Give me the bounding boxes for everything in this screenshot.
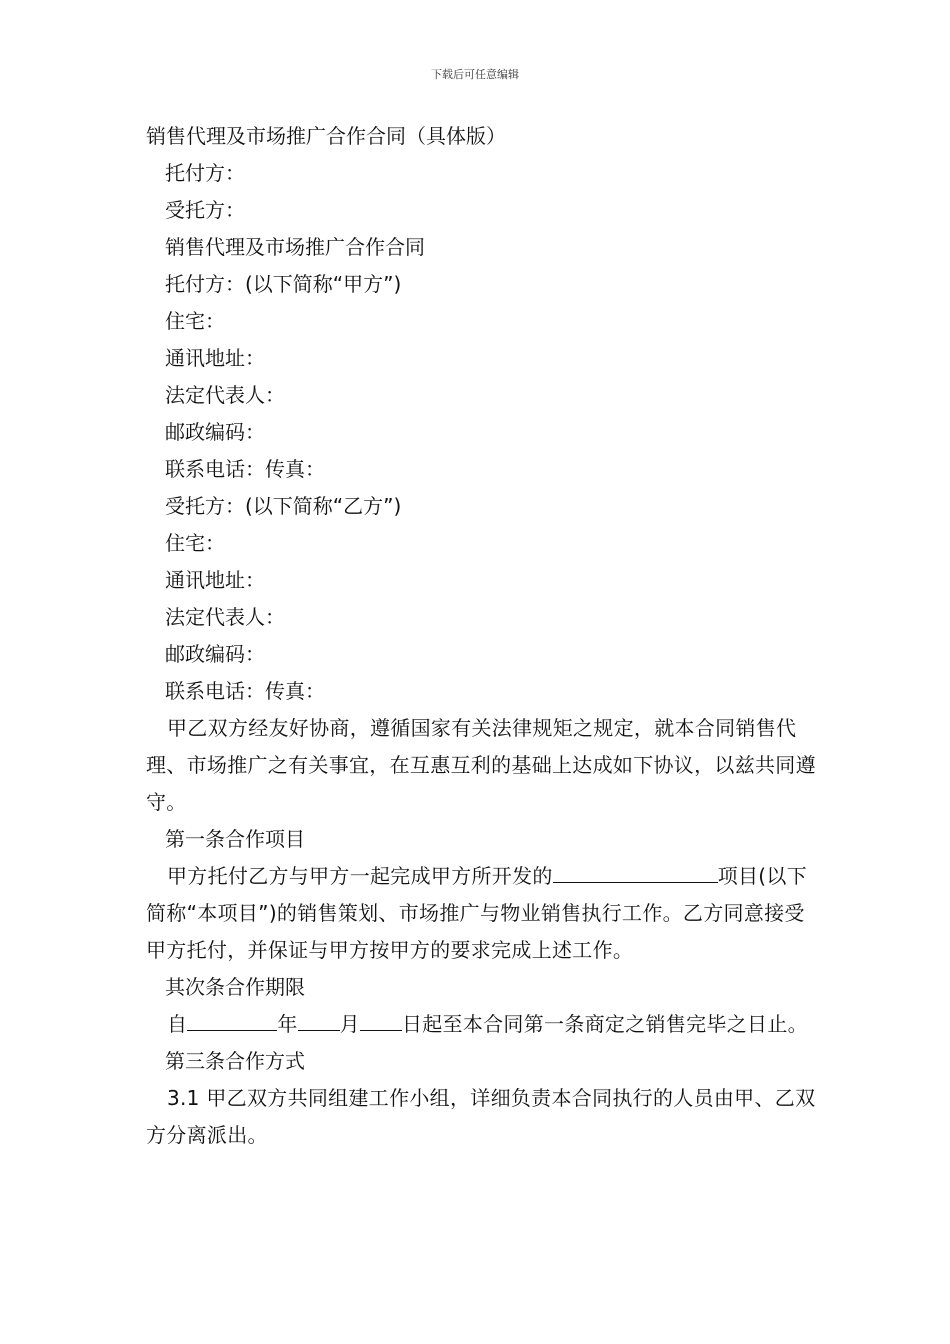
article-2-paragraph (146, 1006, 816, 1043)
year-label: 年 (277, 1012, 298, 1036)
document-title: 销售代理及市场推广合作合同（具体版） (146, 124, 506, 148)
party-a-legal-rep: 法定代表人： (165, 383, 285, 407)
article-2-heading: 其次条合作期限 (165, 975, 305, 999)
party-b-residence: 住宅： (165, 531, 225, 555)
article-1-text-start: 甲方托付乙方与甲方一起完成甲方所开发的 (167, 864, 553, 888)
preamble-paragraph: 甲乙双方经友好协商，遵循国家有关法律规矩之规定，就本合同销售代理、市场推广之有关事宜，在互惠互利的基础上达成如下协议，以兹共同遵守。 (146, 716, 816, 814)
project-name-blank (553, 860, 718, 883)
agent-label: 受托方： (165, 198, 245, 222)
article-1-heading: 第一条合作项目 (165, 827, 305, 851)
party-a-postcode: 邮政编码： (165, 420, 265, 444)
clause-3-1: 3.1 甲乙双方共同组建工作小组，详细负责本合同执行的人员由甲、乙双方分离派出。 (146, 1086, 816, 1147)
party-b-phone-fax: 联系电话：传真： (165, 679, 325, 703)
article-2-prefix: 自 (167, 1012, 188, 1036)
day-blank (360, 1008, 402, 1031)
month-blank (298, 1008, 340, 1031)
article-1-text-end: 项目(以下简称“本项目”)的销售策划、市场推广与物业销售执行工作。乙方同意接受甲方托付，并保证与甲方按甲方的要求完成上述工作。 (146, 864, 808, 962)
party-b-heading: 受托方：(以下简称“乙方”) (165, 494, 402, 518)
party-b-address: 通讯地址： (165, 568, 265, 592)
client-label: 托付方： (165, 161, 245, 185)
party-a-phone-fax: 联系电话：传真： (165, 457, 325, 481)
month-label: 月 (339, 1012, 360, 1036)
article-2-suffix: 日起至本合同第一条商定之销售完毕之日止。 (401, 1012, 808, 1036)
party-a-heading: 托付方：(以下简称“甲方”) (165, 272, 402, 296)
party-b-legal-rep: 法定代表人： (165, 605, 285, 629)
year-blank (187, 1008, 277, 1031)
article-1-paragraph (146, 858, 816, 969)
party-a-address: 通讯地址： (165, 346, 265, 370)
header-note: 下载后可任意编辑 (431, 68, 519, 81)
article-3-heading: 第三条合作方式 (165, 1049, 305, 1073)
contract-name: 销售代理及市场推广合作合同 (165, 235, 425, 259)
party-b-postcode: 邮政编码： (165, 642, 265, 666)
document-body (146, 118, 816, 1154)
party-a-residence: 住宅： (165, 309, 225, 333)
